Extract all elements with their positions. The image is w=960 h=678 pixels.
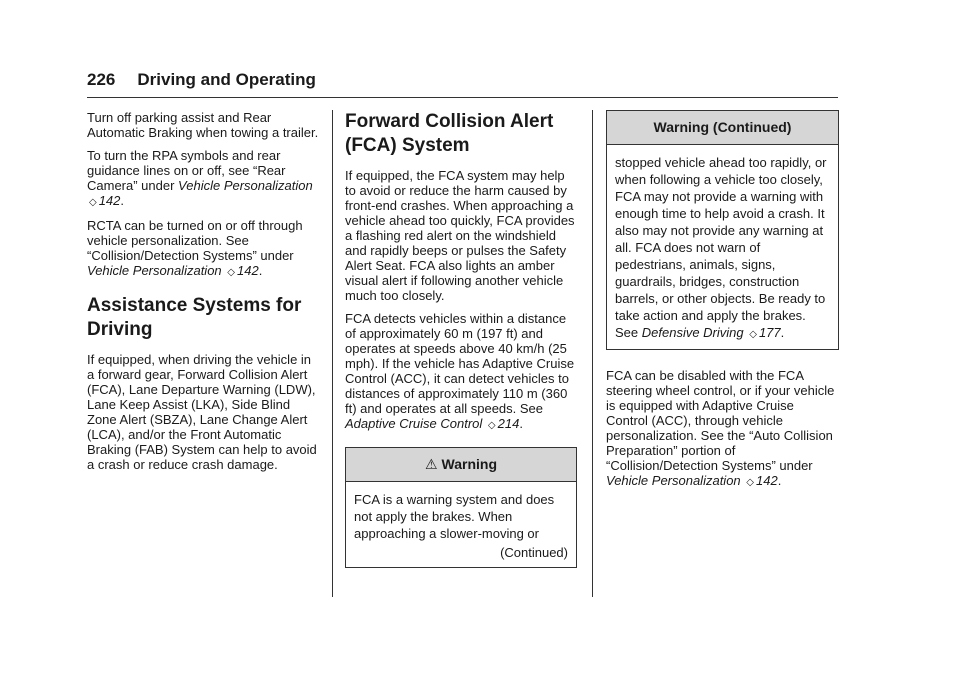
fca-heading: Forward Collision Alert (FCA) System: [345, 111, 554, 156]
fca-detect-paragraph: FCA detects vehicles within a distance of approximately 60 m (197 ft) and operates at speeds above 40 km/h (25 mph). If the vehicle has Adaptive Cruise Control (ACC), it can detect vehicles to distances of approximately 110 m (360 ft) and operates at all speeds. See Adaptive Cruise Control ◇ 214.: [345, 311, 575, 431]
rpa-text: To turn the RPA symbols and rear guidance lines on or off, see “Rear Camera” under: [87, 148, 286, 193]
page-ref-icon: ◇: [227, 267, 235, 278]
page-header: [87, 70, 316, 90]
warning-box: [345, 447, 577, 568]
fca-disable-paragraph: FCA can be disabled with the FCA steering wheel control, or if your vehicle is equipped with Adaptive Cruise Control (ACC), through vehicle personalization. See the “Auto Collision Preparation” portion of “Collision/Detection Systems” under Vehicle Personalization ◇ 142.: [606, 368, 835, 488]
warning-header: [346, 448, 576, 482]
warning-title: Warning: [441, 456, 498, 472]
assistance-paragraph: If equipped, when driving the vehicle in a forward gear, Forward Collision Alert (FCA), Lane Departure Warning (LDW), Lane Keep Assist (LKA), Side Blind Zone Alert (SBZA), Lane Change Alert (LCA), and/or the Front Automatic Braking (FAB) System can help to avoid a crash or reduce crash damage.: [87, 352, 317, 472]
column-3: [606, 110, 839, 498]
warning-text: FCA is a warning system and does not apply the brakes. When approaching a slower-moving or: [354, 492, 555, 541]
warning-body: [346, 482, 576, 567]
page-ref-icon: ◇: [487, 420, 496, 431]
adaptive-cruise-link[interactable]: Adaptive Cruise Control: [345, 416, 483, 431]
page-ref[interactable]: 142: [236, 263, 259, 278]
rcta-text: RCTA can be turned on or off through vehicle personalization. See “Collision/Detection Systems” under: [87, 218, 303, 263]
defensive-driving-link[interactable]: Defensive Driving: [641, 325, 744, 340]
warning-continued-header: Warning (Continued): [607, 111, 838, 145]
warning-continued-text: stopped vehicle ahead too rapidly, or when following a vehicle too closely, FCA may not provide a warning with enough time to help avoid a crash. It also may not provide any warning at all. FCA does not warn of pedestrians, animals, signs, guardrails, bridges, construction barrels, or other objects. Be ready to take action and apply the brakes. See: [615, 155, 827, 340]
page-ref[interactable]: 177: [758, 325, 781, 340]
column-1: [87, 110, 319, 480]
vehicle-personalization-link[interactable]: Vehicle Personalization: [178, 178, 313, 193]
page-ref-icon: ◇: [89, 197, 97, 208]
page-ref[interactable]: 142: [98, 193, 121, 208]
page-ref[interactable]: 214: [497, 416, 520, 431]
towing-paragraph: Turn off parking assist and Rear Automatic Braking when towing a trailer.: [87, 110, 319, 140]
warning-continued-box: [606, 110, 839, 350]
warning-icon: ⚠: [424, 456, 438, 472]
page-number: 226: [87, 70, 116, 89]
column-2: [345, 110, 577, 568]
page-ref-icon: ◇: [746, 477, 754, 488]
vehicle-personalization-link[interactable]: Vehicle Personalization: [606, 473, 741, 488]
vehicle-personalization-link[interactable]: Vehicle Personalization: [87, 263, 222, 278]
page-ref[interactable]: 142: [755, 473, 778, 488]
section-title: Driving and Operating: [137, 70, 316, 89]
fca-detect-text: FCA detects vehicles within a distance of approximately 60 m (197 ft) and operates at speeds above 40 km/h (25 mph). If the vehicle has Adaptive Cruise Control (ACC), it can detect vehicles to distances of approximately 110 m (360 ft) and operates at all speeds. See: [345, 311, 575, 416]
assistance-heading: Assistance Systems for Driving: [87, 295, 302, 340]
warning-continued-body: stopped vehicle ahead too rapidly, or when following a vehicle too closely, FCA may not provide a warning with enough time to help avoid a crash. It also may not provide any warning at all. FCA does not warn of pedestrians, animals, signs, guardrails, bridges, construction barrels, or other objects. Be ready to take action and apply the brakes. See Defensive Driving ◇ 177.: [615, 155, 827, 340]
fca-disable-text: FCA can be disabled with the FCA steering wheel control, or if your vehicle is equipped with Adaptive Cruise Control (ACC), through vehicle personalization. See the “Auto Collision Preparation” portion of “Collision/Detection Systems” under: [606, 368, 835, 473]
rcta-paragraph: RCTA can be turned on or off through vehicle personalization. See “Collision/Detection Systems” under Vehicle Personalization ◇ 142.: [87, 218, 303, 278]
column-divider-1: [332, 110, 333, 597]
continued-label: (Continued): [500, 545, 568, 560]
column-divider-2: [592, 110, 593, 597]
rpa-paragraph: To turn the RPA symbols and rear guidance lines on or off, see “Rear Camera” under Vehicle Personalization ◇ 142.: [87, 148, 313, 208]
header-rule: [87, 97, 838, 98]
page-ref-icon: ◇: [749, 329, 757, 340]
fca-intro-paragraph: If equipped, the FCA system may help to avoid or reduce the harm caused by front-end crashes. When approaching a vehicle ahead too quickly, FCA provides a flashing red alert on the windshield and rapidly beeps or pulses the Safety Alert Seat. FCA also lights an amber visual alert if following another vehicle much too closely.: [345, 168, 575, 303]
